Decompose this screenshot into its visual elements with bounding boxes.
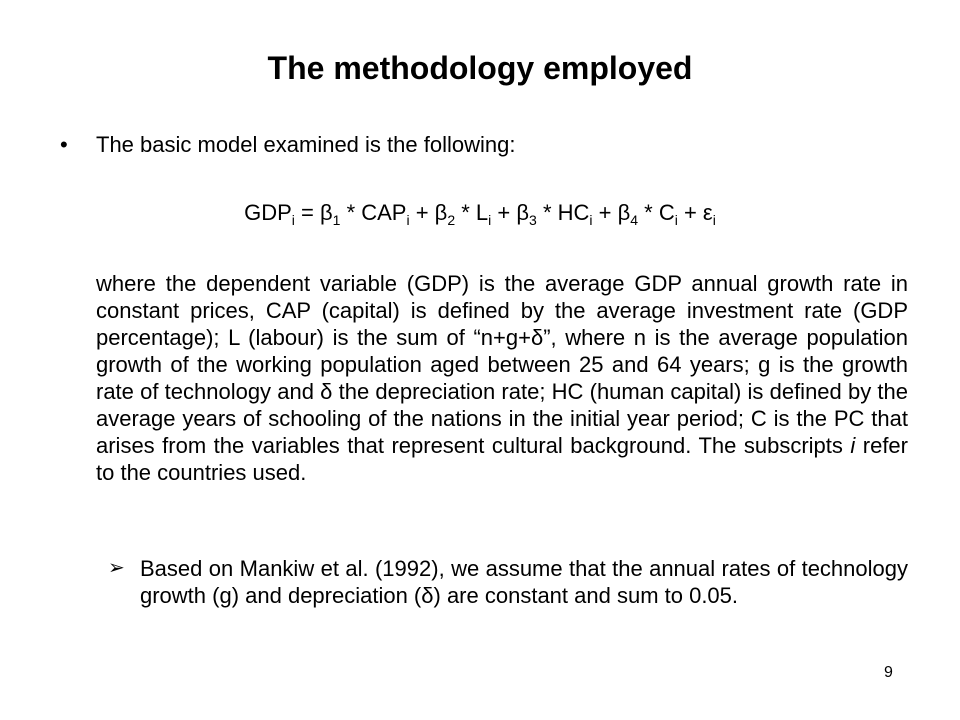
eq-cap-sub: i: [406, 212, 410, 228]
page-number: 9: [884, 664, 893, 681]
model-description: [96, 270, 908, 486]
paragraph-text-main: where the dependent variable (GDP) is the average GDP annual growth rate in constant prices, CAP (capital) is defined by the average investment rate (GDP percentage); L (labour) is the sum of “n+g+δ”, where n is the average population growth of the working population aged between 25 and 64 years; g is the growth rate of technology and δ the depreciation rate; HC (human capital) is defined by the average years of schooling of the nations in the initial year period; C is the PC that arises from the variables that represent cultural background. The subscripts: [96, 271, 908, 458]
eq-l: * L: [455, 200, 489, 225]
eq-beta1-sub: 1: [332, 212, 341, 228]
sub-bullet-text: Based on Mankiw et al. (1992), we assume that the annual rates of technology growth (g) and depreciation (δ) are constant and sum to 0.05.: [140, 556, 908, 608]
eq-hc-sub: i: [589, 212, 593, 228]
sub-bullet-item: [108, 555, 908, 609]
eq-gdp: GDP: [244, 200, 292, 225]
eq-c: * C: [638, 200, 675, 225]
eq-equals: =: [294, 200, 320, 225]
model-equation: [0, 197, 960, 229]
eq-beta3-sub: 3: [529, 212, 537, 228]
eq-l-sub: i: [488, 212, 492, 228]
bullet-icon: •: [60, 132, 68, 157]
eq-epsilon-sub: i: [712, 212, 716, 228]
eq-beta2-sub: 2: [447, 212, 456, 228]
eq-epsilon: + ε: [677, 200, 713, 225]
paragraph-text-end: refer to the countries used.: [96, 433, 908, 485]
bullet-item: [60, 130, 515, 160]
eq-hc: * HC: [536, 200, 590, 225]
eq-beta4-sub: 4: [630, 212, 639, 228]
eq-beta2: + β: [409, 200, 448, 225]
eq-cap: * CAP: [340, 200, 407, 225]
eq-beta3: + β: [491, 200, 530, 225]
paragraph-subscript-i: i: [850, 433, 856, 458]
arrow-bullet-icon: ➢: [108, 557, 125, 579]
bullet-text: The basic model examined is the following:: [96, 132, 516, 157]
eq-gdp-sub: i: [291, 212, 295, 228]
slide-title: The methodology employed: [267, 50, 693, 86]
eq-beta1: β: [320, 200, 333, 225]
eq-c-sub: i: [674, 212, 678, 228]
eq-beta4: + β: [592, 200, 631, 225]
